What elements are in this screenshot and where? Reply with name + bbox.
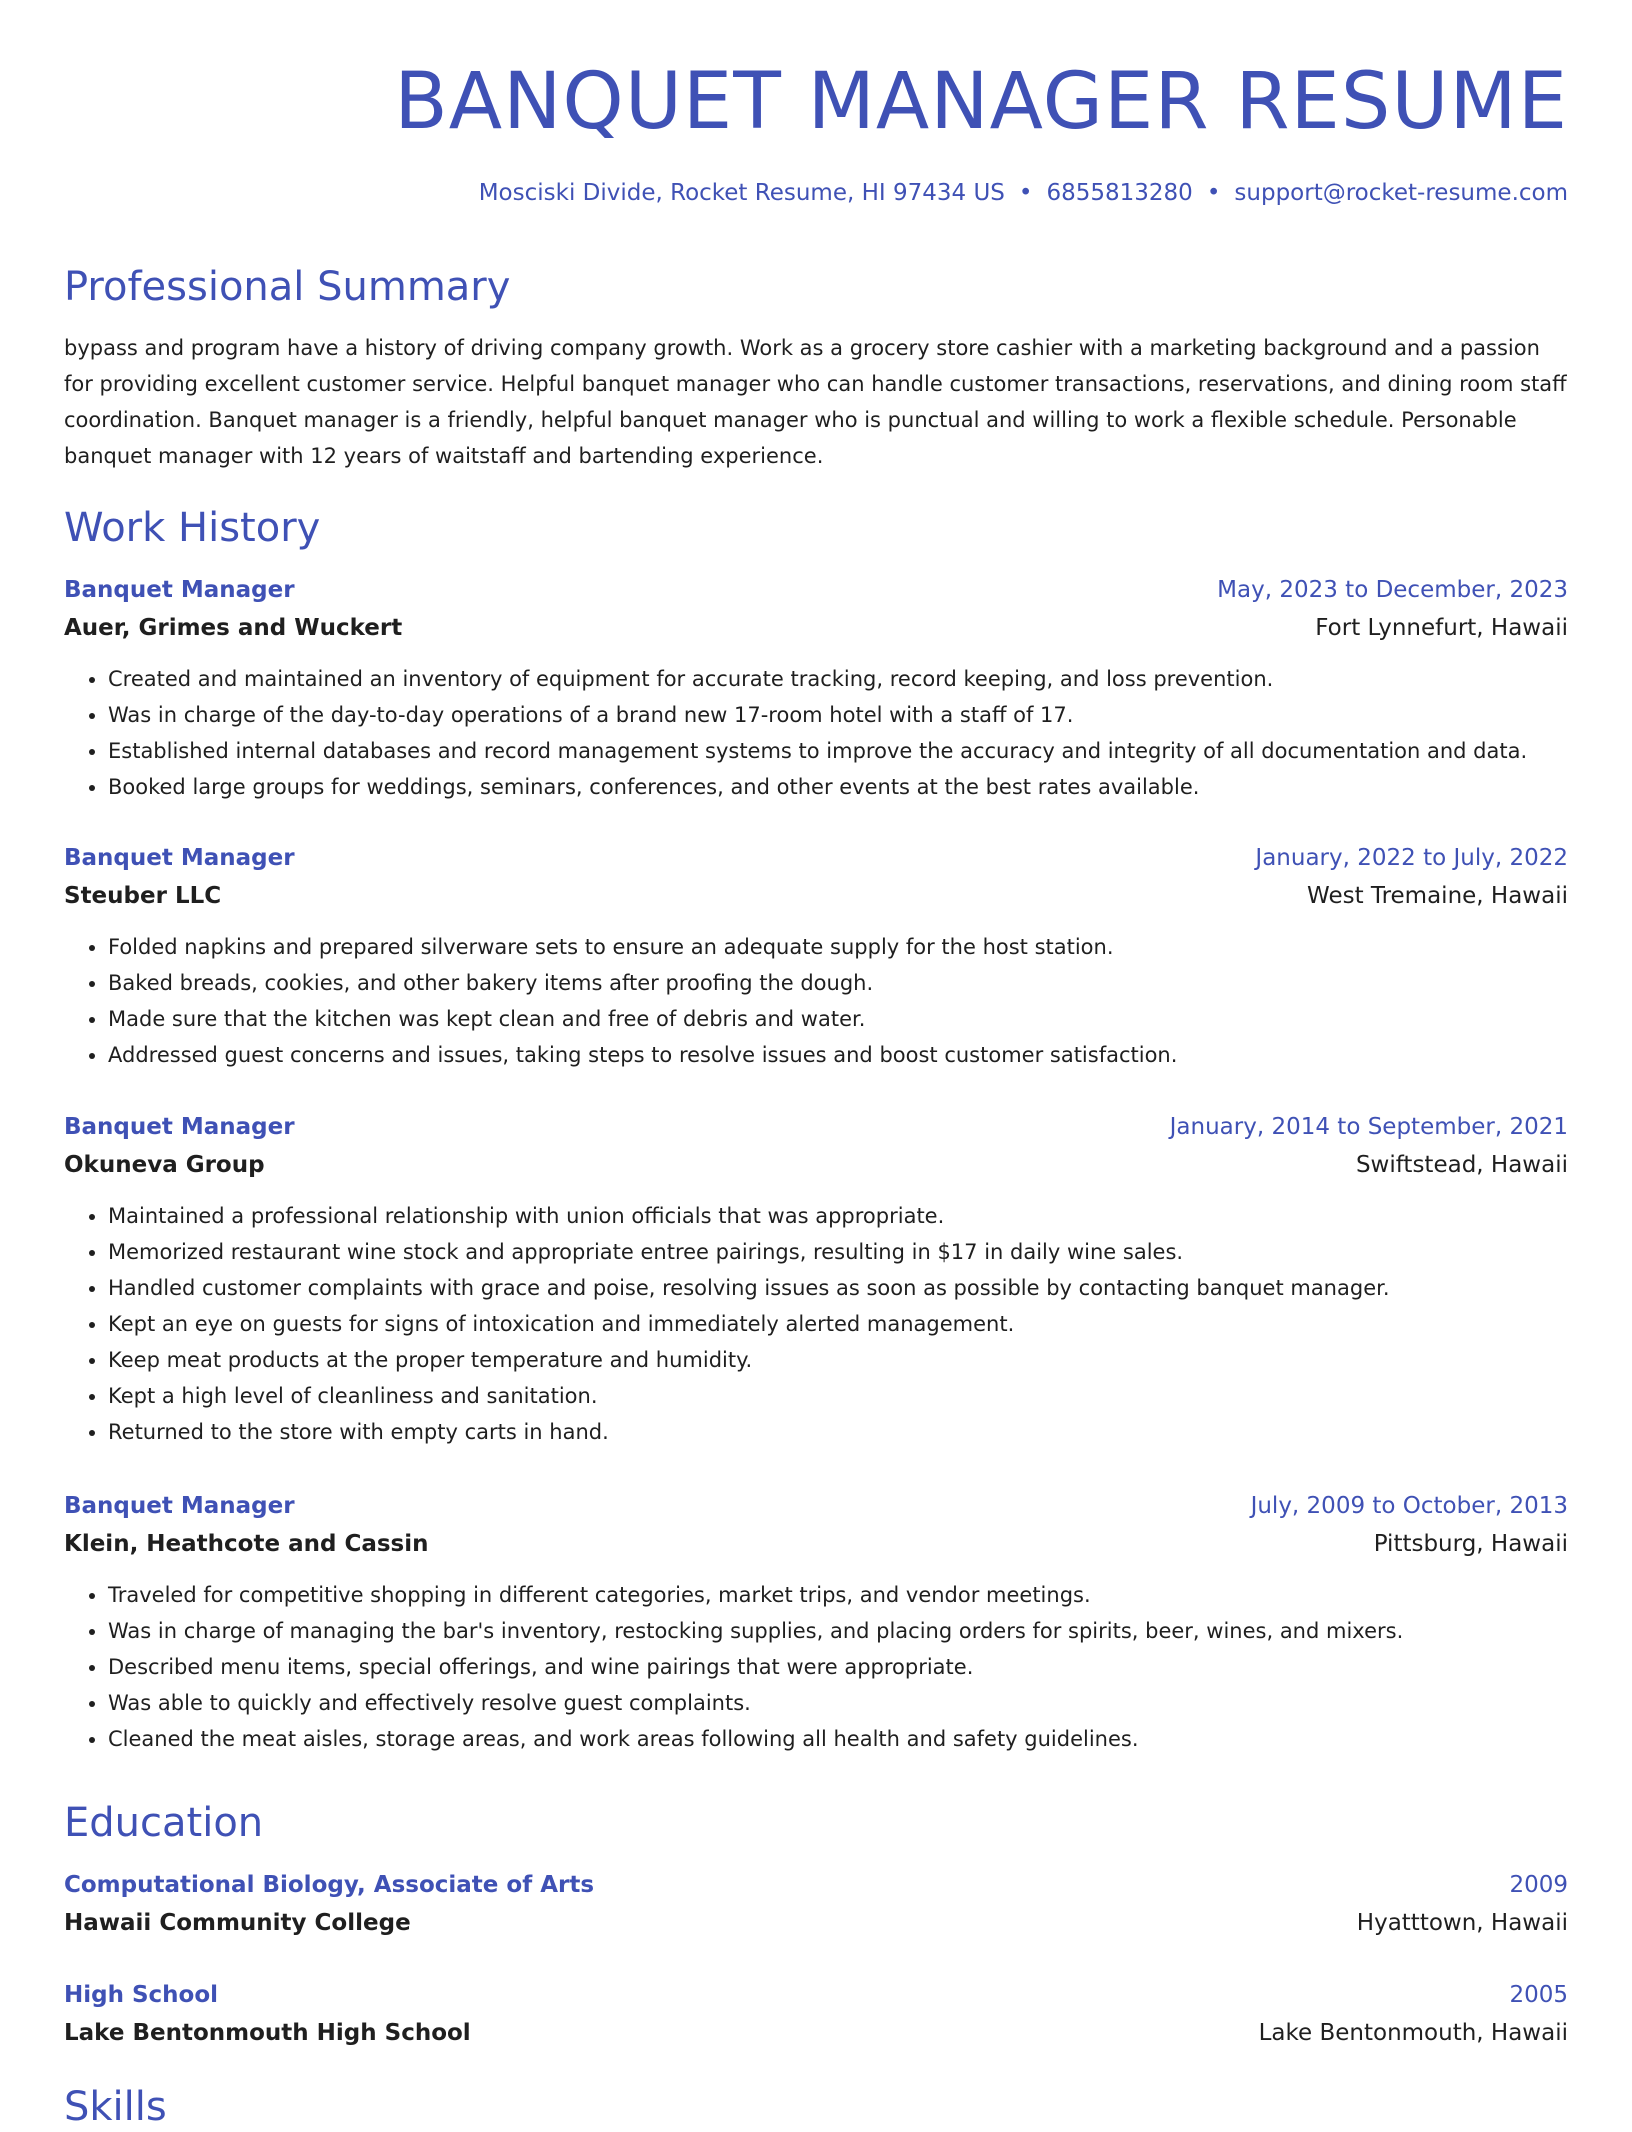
job-company: Okuneva Group [64,1152,265,1178]
job-bullet: • Addressed guest concerns and issues, taking steps to resolve issues and boost customer satisfaction. [108,1037,1568,1073]
job-title: Banquet Manager [64,1493,295,1519]
education-school: Hawaii Community College [64,1910,411,1936]
education-year: 2009 [1509,1872,1568,1898]
section-title-education: Education [64,1800,264,1846]
job-bullet: • Was in charge of managing the bar's inventory, restocking supplies, and placing orders for spirits, beer, wines, and mixers. [108,1613,1568,1649]
job-bullet: • Described menu items, special offerings, and wine pairings that were appropriate. [108,1649,1568,1685]
job-bullets [64,661,1568,805]
job-location: Swiftstead, Hawaii [1355,1152,1568,1178]
job-bullet: • Kept an eye on guests for signs of intoxication and immediately alerted management. [108,1306,1568,1342]
job-entry [64,1110,1568,1450]
job-bullet: • Cleaned the meat aisles, storage areas, and work areas following all health and safety guidelines. [108,1721,1568,1757]
job-title: Banquet Manager [64,845,295,871]
job-bullets [64,1577,1568,1757]
job-bullet: • Maintained a professional relationship with union officials that was appropriate. [108,1198,1568,1234]
education-location: Lake Bentonmouth, Hawaii [1258,2020,1568,2046]
job-bullets [64,929,1568,1073]
job-company: Klein, Heathcote and Cassin [64,1531,429,1557]
education-entry [64,1978,1568,2050]
job-bullets [64,1198,1568,1450]
section-title-skills: Skills [64,2084,167,2130]
summary-text: bypass and program have a history of driving company growth. Work as a grocery store cashier with a marketing background and a passion for providing excellent customer service. Helpful banquet manager who can handle customer transactions, reservations, and dining room staff coordination. Banquet manager is a friendly, helpful banquet manager who is punctual and willing to work a flexible schedule. Personable banquet manager with 12 years of waitstaff and bartending experience. [64,336,1567,468]
job-location: Fort Lynnefurt, Hawaii [1315,615,1568,641]
contact-line [479,178,1568,208]
education-school: Lake Bentonmouth High School [64,2020,471,2046]
contact-phone[interactable]: 6855813280 [1046,180,1193,206]
education-degree: Computational Biology, Associate of Arts [64,1872,595,1898]
job-bullet: • Returned to the store with empty carts in hand. [108,1414,1568,1450]
section-title-work-history: Work History [64,505,321,551]
job-bullet: • Keep meat products at the proper temperature and humidity. [108,1342,1568,1378]
job-bullet: • Folded napkins and prepared silverware sets to ensure an adequate supply for the host station. [108,929,1568,965]
job-dates: July, 2009 to October, 2013 [1250,1493,1568,1519]
job-bullet: • Handled customer complaints with grace and poise, resolving issues as soon as possible by contacting banquet manager. [108,1270,1568,1306]
education-location: Hyatttown, Hawaii [1356,1910,1568,1936]
education-entry [64,1868,1568,1940]
job-location: Pittsburg, Hawaii [1373,1531,1568,1557]
job-dates: January, 2022 to July, 2022 [1255,845,1568,871]
job-bullet: • Established internal databases and record management systems to improve the accuracy and integrity of all documentation and data. [108,733,1568,769]
section-title-summary: Professional Summary [64,264,511,310]
resume-title: BANQUET MANAGER RESUME [394,57,1568,147]
job-title: Banquet Manager [64,577,295,603]
job-location: West Tremaine, Hawaii [1307,883,1568,909]
job-bullet: • Memorized restaurant wine stock and appropriate entree pairings, resulting in $17 in daily wine sales. [108,1234,1568,1270]
job-dates: May, 2023 to December, 2023 [1217,577,1568,603]
job-company: Auer, Grimes and Wuckert [64,615,403,641]
job-bullet: • Booked large groups for weddings, seminars, conferences, and other events at the best rates available. [108,769,1568,805]
job-entry [64,841,1568,1073]
job-bullet: • Was able to quickly and effectively resolve guest complaints. [108,1685,1568,1721]
job-dates: January, 2014 to September, 2021 [1169,1114,1568,1140]
job-bullet: • Baked breads, cookies, and other bakery items after proofing the dough. [108,965,1568,1001]
contact-separator: • [1018,180,1033,206]
job-bullet: • Created and maintained an inventory of equipment for accurate tracking, record keeping, and loss prevention. [108,661,1568,697]
job-entry [64,1489,1568,1757]
job-bullet: • Was in charge of the day-to-day operations of a brand new 17-room hotel with a staff of 17. [108,697,1568,733]
job-bullet: • Kept a high level of cleanliness and sanitation. [108,1378,1568,1414]
education-year: 2005 [1509,1982,1568,2008]
contact-address: Mosciski Divide, Rocket Resume, HI 97434 US [478,180,1005,206]
job-bullet: • Made sure that the kitchen was kept clean and free of debris and water. [108,1001,1568,1037]
job-bullet: • Traveled for competitive shopping in different categories, market trips, and vendor meetings. [108,1577,1568,1613]
contact-separator: • [1206,180,1221,206]
contact-email[interactable]: support@rocket-resume.com [1234,180,1568,206]
education-degree: High School [64,1982,219,2008]
job-company: Steuber LLC [64,883,222,909]
job-entry [64,573,1568,805]
job-title: Banquet Manager [64,1114,295,1140]
